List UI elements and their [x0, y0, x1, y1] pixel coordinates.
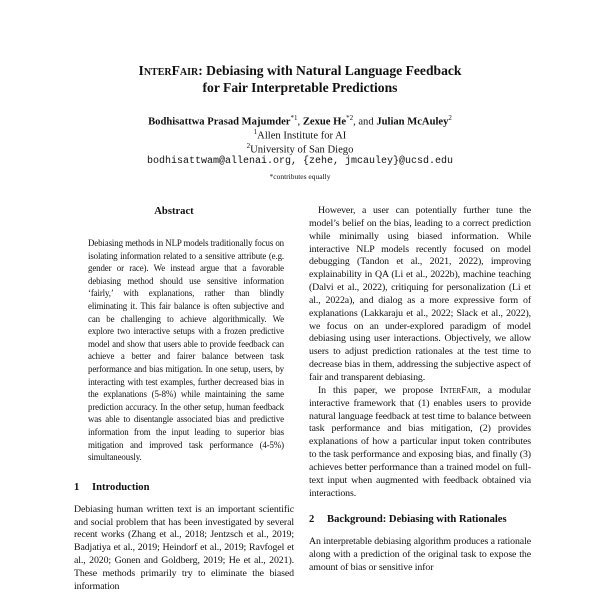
title-system-name: InterFair [138, 63, 199, 78]
affiliation-2-mark: 2 [246, 142, 251, 150]
author-2: Zexue He [302, 116, 347, 128]
proposal-system-name: InterFair [440, 384, 479, 396]
equal-contribution-note: *contributes equally [269, 172, 331, 181]
background-paragraph: An interpretable debiasing algorithm produces a rationale along with a prediction of the original task to expose the amount of bias or sensitive infor [309, 536, 531, 574]
background-heading [309, 513, 531, 527]
author-list: Bodhisattwa Prasad Majumder$^{*1}$, Zexue He$^{*2}$, and Julian McAuley$^2$ [148, 114, 452, 128]
intro-text [74, 504, 294, 594]
intro-paragraph: Debiasing human written text is an important scientific and social problem that has been investigated by several recent works (Zhang et al., 2018; Jentzsch et al., 2019; Badjatiya et al., 2019; Heindorf et al., 2019; Ravfogel et al., 2020; Gonen and Goldberg, 2019; He et al., 2021). These methods primarily try to eliminate the biased information [74, 503, 294, 592]
background-text [309, 536, 531, 575]
intro-number: 1 [74, 481, 80, 493]
author-2-mark: *2 [346, 114, 354, 122]
title-line-2: for Fair Interpretable Predictions [202, 80, 398, 95]
author-conjunction: , and [353, 116, 377, 128]
affiliation-1-text: Allen Institute for AI [257, 130, 347, 142]
proposal-rest: , a modular interactive framework that (1) enables users to provide natural language feedback at test time to balance between task performance and bias mitigation, (2) provides explanations of how a particular input token contributes to the task performance and exposing bias, and finally (3) achieves better performance than a trained model on full-text input when augmented with feedback obtained via interactions. [309, 384, 531, 499]
author-emails: bodhisattwam@allenai.org, {zehe, jmcauley}@ucsd.edu [146, 156, 454, 167]
abstract-text: Debiasing methods in NLP models traditionally focus on isolating information related to a sensitive attribute (e.g. gender or race). We instead argue that a favorable debiasing method should use sensitive information ‘fairly,’ with explanations, rather than blindly eliminating it. This fair balance is often subjective and can be challenging to achieve algorithmically. We explore two interactive setups with a frozen predictive model and show that users able to provide feedback can achieve a better and fairer balance between task performance and bias mitigation. In one setup, users, by interacting with test examples, further decreased bias in the explanations (5-8%) while maintaining the same prediction accuracy. In the other setup, human feedback was able to disentangle associated bias and predictive information from the input leading to superior bias mitigation and improved task performance (4-5%) simultaneously. [88, 238, 284, 463]
paragraph-user-tuning: However, a user can potentially further tune the model’s belief on the bias, leading to a correct prediction while minimally using biased information. While interactive NLP models recently focused on model debugging (Tandon et al., 2021, 2022), improving explainability in QA (Li et al., 2022b), machine teaching (Dalvi et al., 2022), critiquing for personalization (Li et al., 2022a), and dialog as a more expressive form of explanations (Lakkaraju et al., 2022; Slack et al., 2022), we focus on an under-explored paradigm of model debiasing using user interactions. Objectively, we allow users to adjust prediction rationales at the test time to decrease bias in them, addressing the subjective aspect of fair and transparent debiasing. [309, 205, 531, 383]
abstract-heading: Abstract [154, 206, 194, 217]
affiliation-2-text: University of San Diego [250, 144, 354, 156]
paragraph-proposal [309, 385, 531, 501]
right-column [309, 205, 531, 575]
author-3: Julian McAuley [376, 116, 449, 128]
author-3-mark: 2 [448, 114, 452, 122]
author-1: Bodhisattwa Prasad Majumder [148, 116, 291, 128]
background-number: 2 [309, 514, 315, 526]
title-line-1 [0, 62, 600, 79]
title-line-1-rest: : Debiasing with Natural Language Feedback [198, 63, 462, 78]
intro-heading [74, 481, 294, 495]
intro-title: Introduction [92, 481, 150, 493]
paper-title [0, 62, 600, 96]
background-title: Background: Debiasing with Rationales [327, 514, 507, 526]
author-1-mark: *1 [290, 114, 298, 122]
right-column-text [309, 205, 531, 500]
affiliation-1-mark: 1 [253, 128, 258, 136]
proposal-lead: In this paper, we propose [318, 384, 441, 396]
left-column [74, 205, 294, 594]
